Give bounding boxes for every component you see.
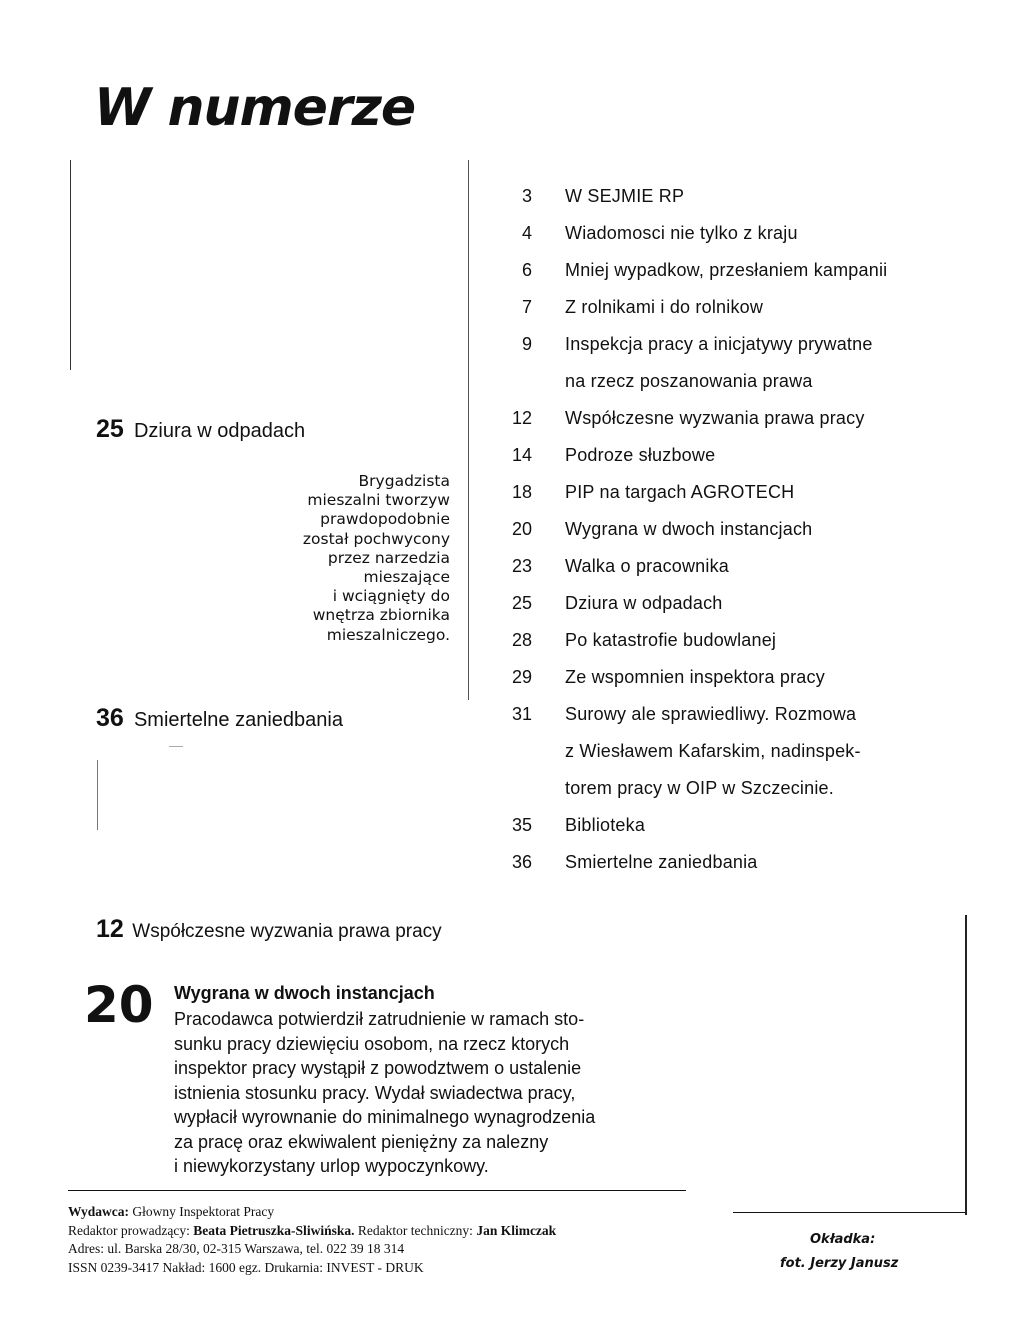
blurb-line: i wciągnięty do — [332, 587, 450, 606]
toc-title: Mniej wypadkow, przesłaniem kampanii — [565, 260, 888, 280]
toc-title: Wygrana w dwoch instancjach — [565, 519, 813, 539]
toc-title: Współczesne wyzwania prawa pracy — [565, 408, 865, 428]
table-of-contents — [490, 178, 990, 881]
toc-row — [490, 548, 990, 585]
toc-title: Inspekcja pracy a inicjatywy prywatne — [565, 334, 873, 354]
toc-title: Biblioteka — [565, 815, 646, 835]
blurb-line: mieszające — [363, 568, 450, 587]
feature-12 — [96, 915, 442, 944]
imprint — [68, 1203, 556, 1277]
blurb-line: wnętrza zbiornika — [312, 606, 450, 625]
side-feature-25-number: 25 — [96, 415, 124, 443]
toc-page-number: 18 — [511, 482, 532, 502]
toc-page-number: 36 — [511, 852, 532, 872]
toc-row — [490, 696, 990, 733]
toc-title: torem pracy w OIP w Szczecinie. — [565, 778, 834, 798]
toc-row — [490, 326, 990, 363]
publisher-name: Głowny Inspektorat Pracy — [132, 1204, 275, 1219]
side-feature-25-title: Dziura w odpadach — [133, 420, 306, 442]
blurb-line: Brygadzista — [358, 472, 450, 490]
blurb-line: mieszalni tworzyw — [307, 491, 450, 510]
toc-row — [490, 659, 990, 696]
toc-page-number: 25 — [511, 593, 532, 613]
toc-title: Smiertelne zaniedbania — [565, 852, 758, 872]
toc-page-number: 12 — [511, 408, 532, 428]
cover-label: Okładka: — [810, 1232, 876, 1247]
side-feature-36-number: 36 — [96, 704, 124, 732]
feature-20-title: Wygrana w dwoch instancjach — [174, 983, 435, 1003]
toc-title: Wiadomosci nie tylko z kraju — [565, 223, 798, 243]
feature-12-title: Współczesne wyzwania prawa pracy — [132, 921, 442, 942]
left-rule-top — [70, 160, 71, 370]
toc-page-number: 31 — [511, 704, 532, 724]
toc-row — [490, 400, 990, 437]
feature-12-number: 12 — [96, 915, 124, 943]
imprint-issn: ISSN 0239-3417 Nakład: 1600 egz. Drukarnia: INVEST - DRUK — [68, 1259, 424, 1275]
body-line: wypłacił wyrownanie do minimalnego wynagrodzenia — [174, 1107, 596, 1127]
body-line: Pracodawca potwierdził zatrudnienie w ramach sto- — [174, 1009, 585, 1029]
toc-page-number: 14 — [511, 445, 532, 465]
toc-row — [490, 733, 990, 770]
toc-title: PIP na targach AGROTECH — [565, 482, 795, 502]
toc-title: Dziura w odpadach — [565, 593, 723, 613]
blurb-line: przez narzedzia — [327, 548, 450, 567]
cover-photo-credit: fot. Jerzy Janusz — [780, 1256, 899, 1271]
small-dash — [169, 746, 183, 747]
page-title: W numerze — [94, 78, 416, 138]
toc-page-number: 35 — [511, 815, 532, 835]
editor-name: Beata Pietruszka-Sliwińska. — [193, 1222, 355, 1238]
toc-title: na rzecz poszanowania prawa — [565, 371, 813, 391]
imprint-address: Adres: ul. Barska 28/30, 02-315 Warszawa, tel. 022 39 18 314 — [68, 1241, 405, 1256]
toc-row — [490, 770, 990, 807]
toc-page-number: 23 — [511, 556, 532, 576]
toc-row — [490, 585, 990, 622]
center-rule — [468, 160, 469, 700]
editor-label: Redaktor prowadzący: — [68, 1222, 190, 1238]
left-rule-bottom — [97, 760, 98, 830]
toc-row — [490, 844, 990, 881]
toc-row — [490, 289, 990, 326]
toc-page-number: 6 — [521, 260, 532, 280]
feature-blurb — [250, 472, 450, 645]
blurb-line: prawdopodobnie — [320, 510, 450, 529]
toc-page-number: 20 — [511, 519, 532, 539]
blurb-line: został pochwycony — [302, 529, 450, 548]
toc-row — [490, 215, 990, 252]
toc-row — [490, 511, 990, 548]
toc-row — [490, 807, 990, 844]
imprint-editors — [68, 1222, 556, 1241]
imprint-publisher — [68, 1203, 556, 1222]
publisher-label: Wydawca: — [68, 1204, 129, 1219]
toc-title: W SEJMIE RP — [565, 186, 685, 206]
toc-title: Walka o pracownika — [565, 556, 730, 576]
body-line: sunku pracy dziewięciu osobom, na rzecz ktorych — [174, 1033, 570, 1054]
toc-title: Ze wspomnien inspektora pracy — [565, 667, 825, 687]
toc-row — [490, 363, 990, 400]
body-line: i niewykorzystany urlop wypoczynkowy. — [174, 1156, 489, 1176]
toc-row — [490, 622, 990, 659]
body-line: za pracę oraz ekwiwalent pieniężny za nalezny — [174, 1131, 549, 1152]
toc-row — [490, 474, 990, 511]
toc-page-number: 29 — [511, 667, 532, 687]
toc-title: z Wiesławem Kafarskim, nadinspek- — [565, 741, 861, 761]
right-rule — [965, 915, 967, 1215]
toc-row — [490, 252, 990, 289]
imprint-rule — [68, 1190, 686, 1191]
feature-20-number: 20 — [84, 976, 154, 1034]
blurb-line: mieszalniczego. — [326, 625, 450, 644]
toc-page-number: 28 — [511, 630, 532, 650]
toc-row — [490, 437, 990, 474]
toc-row — [490, 178, 990, 215]
side-feature-36 — [96, 704, 343, 733]
toc-title: Po katastrofie budowlanej — [565, 630, 777, 650]
feature-20-body — [174, 1007, 694, 1179]
toc-title: Z rolnikami i do rolnikow — [565, 297, 764, 317]
cover-rule — [733, 1212, 965, 1213]
toc-page-number: 4 — [521, 223, 532, 243]
toc-title: Podroze słuzbowe — [565, 445, 716, 465]
side-feature-36-title: Smiertelne zaniedbania — [133, 709, 343, 731]
cover-credit — [780, 1228, 899, 1276]
toc-page-number: 7 — [521, 297, 532, 317]
tech-editor-name: Jan Klimczak — [476, 1222, 557, 1238]
body-line: istnienia stosunku pracy. Wydał swiadectwa pracy, — [174, 1082, 576, 1103]
toc-title: Surowy ale sprawiedliwy. Rozmowa — [565, 704, 857, 724]
tech-editor-label: Redaktor techniczny: — [357, 1222, 473, 1238]
toc-page-number: 9 — [521, 334, 532, 354]
body-line: inspektor pracy wystąpił z powodztwem o ustalenie — [174, 1058, 582, 1078]
toc-page-number: 3 — [521, 186, 532, 206]
side-feature-25 — [96, 415, 305, 444]
